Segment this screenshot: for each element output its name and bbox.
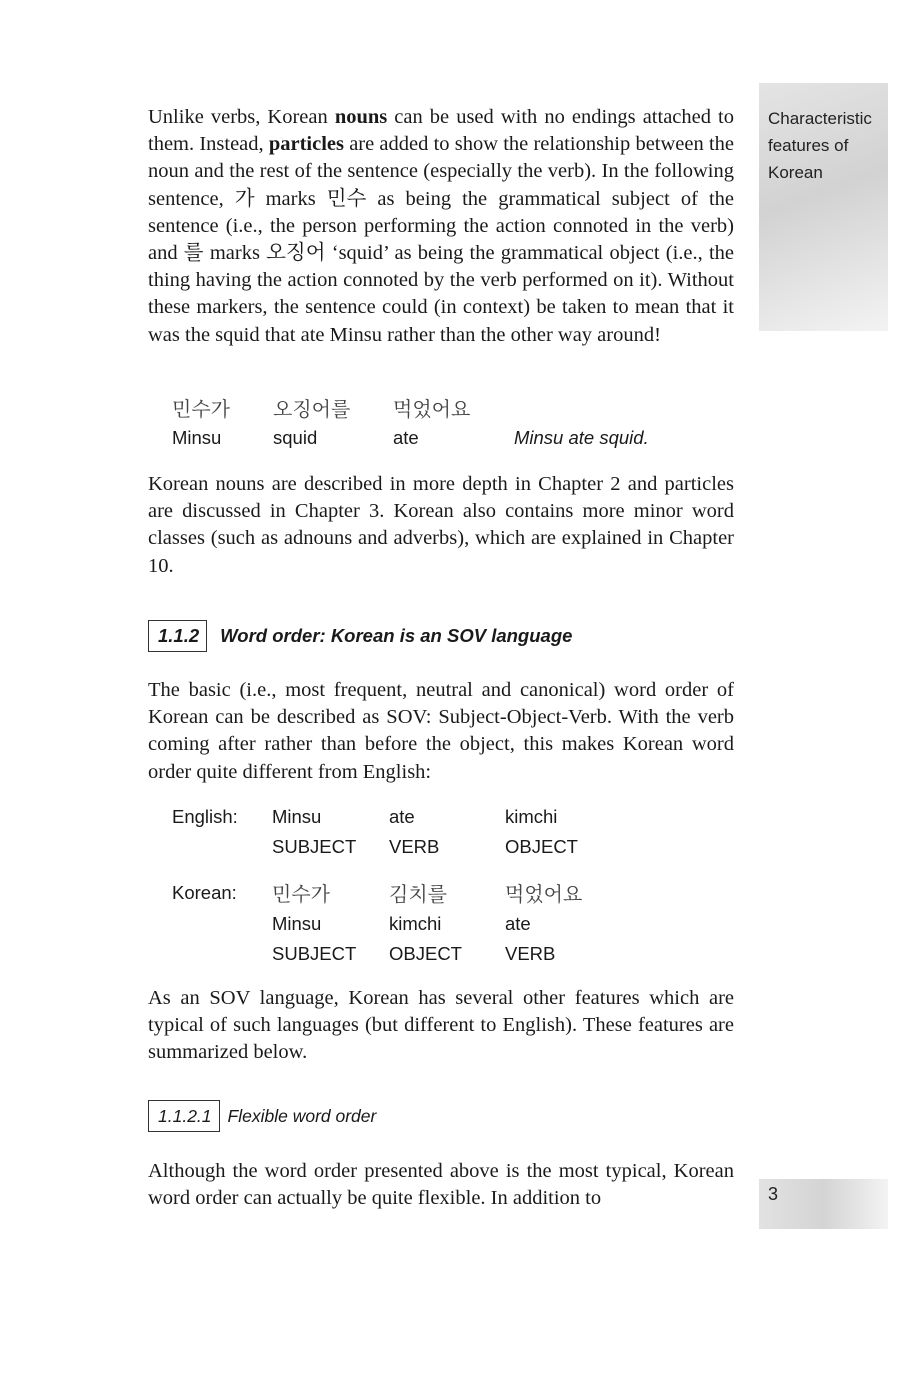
section-heading-1-1-2	[148, 620, 572, 652]
section-number: 1.1.2	[148, 620, 207, 652]
english-label: English:	[172, 806, 238, 827]
side-tab-line: Characteristic	[768, 109, 872, 128]
korean-role: SUBJECT	[272, 943, 357, 964]
chapter-side-tab	[759, 83, 888, 331]
korean-word: 먹었어요	[505, 884, 583, 906]
section-title: Flexible word order	[227, 1105, 377, 1126]
paragraph-sov: The basic (i.e., most frequent, neutral and canonical) word order of Korean can be described as SOV: Subject-Object-Verb. With the verb coming after rather than before the object, this makes Korean word order quite different from English:	[148, 679, 734, 783]
example-korean-word: 먹었어요	[393, 399, 471, 421]
page-number-tab	[759, 1179, 888, 1229]
paragraph-sov-features: As an SOV language, Korean has several other features which are typical of such languages (but different to English). These features are summarized below.	[148, 987, 734, 1064]
korean-gloss: kimchi	[389, 913, 442, 934]
page-number: 3	[768, 1184, 779, 1204]
korean-label: Korean:	[172, 882, 237, 903]
korean-word: 김치를	[389, 884, 447, 906]
english-role: SUBJECT	[272, 836, 357, 857]
side-tab-line: features of	[768, 136, 849, 155]
example-translation: Minsu ate squid.	[514, 427, 649, 448]
korean-word: 민수가	[272, 884, 330, 906]
example-gloss: ate	[393, 427, 419, 448]
korean-gloss: ate	[505, 913, 531, 934]
section-title: Word order: Korean is an SOV language	[220, 625, 573, 646]
korean-role: VERB	[505, 943, 556, 964]
paragraph-nouns-particles: Unlike verbs, Korean nouns can be used with no endings attached to them. Instead, particles are added to show the relationship between the noun and the rest of the sentence (especially the verb). In the following sentence, 가 marks 민수 as being the grammatical subject of the sentence (i.e., the person performing the action connoted in the verb) and 를 marks 오징어 ‘squid’ as being the grammatical object (i.e., the thing having the action connoted by the verb performed on it). Without these markers, the sentence could (in context) be taken to mean that it was the squid that ate Minsu rather than the other way around!	[148, 106, 734, 346]
english-word: ate	[389, 806, 415, 827]
term-particles: particles	[268, 133, 344, 156]
example-korean-word: 오징어를	[273, 399, 351, 421]
term-nouns: nouns	[334, 106, 388, 128]
section-heading-1-1-2-1	[148, 1100, 376, 1132]
korean-gloss: Minsu	[272, 913, 322, 934]
english-word: Minsu	[272, 806, 322, 827]
english-word: kimchi	[505, 806, 558, 827]
side-tab-line: Korean	[768, 163, 823, 182]
paragraph-flexible-order: Although the word order presented above is the most typical, Korean word order can actually be quite flexible. In addition to	[148, 1160, 734, 1210]
korean-role: OBJECT	[389, 943, 462, 964]
example-gloss: squid	[273, 427, 318, 448]
side-tab-text	[768, 105, 872, 186]
example-korean-word: 민수가	[172, 399, 230, 421]
paragraph-chapters: Korean nouns are described in more depth in Chapter 2 and particles are discussed in Chapter 3. Korean also contains more minor word classes (such as adnouns and adverbs), which are explained in Chapter 10.	[148, 473, 734, 577]
section-number: 1.1.2.1	[148, 1100, 220, 1132]
example-gloss: Minsu	[172, 427, 222, 448]
english-role: VERB	[389, 836, 440, 857]
english-role: OBJECT	[505, 836, 578, 857]
